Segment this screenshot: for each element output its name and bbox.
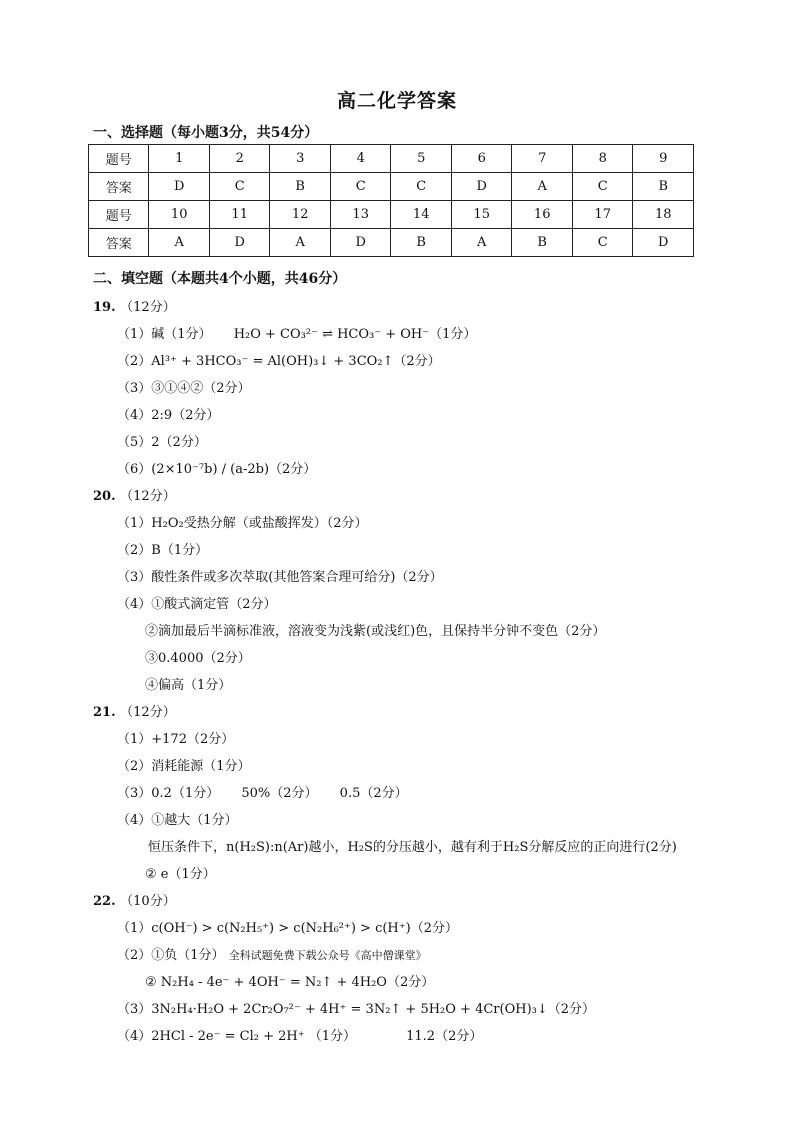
answer-text: 0.5（2分） — [339, 786, 408, 801]
table-cell: A — [270, 229, 331, 257]
answer-text: （4）2HCl - 2e⁻ = Cl₂ + 2H⁺ （1分） — [117, 1029, 356, 1044]
answer-text: 50%（2分） — [241, 786, 318, 801]
table-cell: D — [330, 229, 391, 257]
answer-line: （1）c(OH⁻) > c(N₂H₅⁺) > c(N₂H₆²⁺) > c(H⁺)（2分） — [117, 921, 458, 936]
table-cell: 15 — [451, 201, 512, 229]
question-number: 20. — [93, 489, 116, 504]
watermark-text: 全科试题免费下载公众号《高中僧课堂》 — [228, 949, 427, 962]
table-cell: 1 — [149, 145, 210, 173]
answer-line: ② e（1分） — [145, 867, 216, 882]
answer-line — [117, 944, 427, 963]
table-cell: 17 — [572, 201, 633, 229]
table-cell: 6 — [451, 145, 512, 173]
answer-line — [117, 323, 476, 342]
table-cell: C — [209, 173, 270, 201]
question-21-header — [93, 701, 176, 720]
answer-line — [117, 1025, 482, 1044]
table-cell: 8 — [572, 145, 633, 173]
table-cell: A — [512, 173, 573, 201]
question-number: 21. — [93, 705, 116, 720]
answer-text: （1）碱（1分） — [117, 327, 212, 342]
section-heading-fill: 二、填空题（本题共4个小题，共46分） — [93, 271, 347, 287]
answer-line: （3）酸性条件或多次萃取(其他答案合理可给分)（2分） — [117, 570, 443, 585]
table-cell: 11 — [209, 201, 270, 229]
table-cell: C — [330, 173, 391, 201]
answer-line: （2）B（1分） — [117, 543, 209, 558]
question-number: 22. — [93, 894, 116, 909]
table-cell: C — [391, 173, 452, 201]
table-cell: 9 — [633, 145, 694, 173]
table-cell: 16 — [512, 201, 573, 229]
table-cell: 12 — [270, 201, 331, 229]
table-row-header: 题号 — [89, 201, 149, 229]
table-row — [89, 229, 694, 257]
table-cell: B — [512, 229, 573, 257]
answer-line: （4）①越大（1分） — [117, 813, 238, 828]
table-cell: 7 — [512, 145, 573, 173]
answer-line: （2）消耗能源（1分） — [117, 759, 251, 774]
table-cell: D — [633, 229, 694, 257]
answer-line: （4）2:9（2分） — [117, 408, 220, 423]
question-20-header — [93, 485, 176, 504]
answer-line: ②滴加最后半滴标准液，溶液变为浅紫(或浅红)色，且保持半分钟不变色（2分） — [145, 624, 606, 639]
question-22-header — [93, 890, 176, 909]
question-points: （10分） — [120, 894, 176, 909]
table-row-header: 答案 — [89, 229, 149, 257]
table-cell: B — [391, 229, 452, 257]
table-cell: D — [149, 173, 210, 201]
question-points: （12分） — [120, 300, 176, 315]
table-cell: A — [451, 229, 512, 257]
answer-line: （2）Al³⁺ + 3HCO₃⁻ = Al(OH)₃↓ + 3CO₂↑（2分） — [117, 354, 441, 369]
table-cell: D — [451, 173, 512, 201]
page-title: 高二化学答案 — [336, 90, 457, 112]
table-cell: 14 — [391, 201, 452, 229]
answer-line: （1）+172（2分） — [117, 732, 235, 747]
answer-table — [88, 144, 694, 257]
table-row — [89, 201, 694, 229]
answer-line — [117, 782, 408, 801]
section-heading-choice: 一、选择题（每小题3分，共54分） — [93, 125, 319, 141]
table-cell: D — [209, 229, 270, 257]
answer-line: 恒压条件下，n(H₂S):n(Ar)越小，H₂S的分压越小，越有利于H₂S分解反应的正向进行(2分) — [148, 840, 677, 855]
table-cell: 10 — [149, 201, 210, 229]
answer-text: （3）0.2（1分） — [117, 786, 220, 801]
question-number: 19. — [93, 300, 116, 315]
answer-line: ④偏高（1分） — [145, 678, 232, 693]
table-cell: C — [572, 173, 633, 201]
table-cell: A — [149, 229, 210, 257]
question-points: （12分） — [120, 489, 176, 504]
answer-line: （5）2（2分） — [117, 435, 207, 450]
table-cell: C — [572, 229, 633, 257]
table-row-header: 题号 — [89, 145, 149, 173]
answer-text: （2）①负（1分） — [117, 948, 225, 963]
table-cell: B — [633, 173, 694, 201]
table-cell: 18 — [633, 201, 694, 229]
table-cell: B — [270, 173, 331, 201]
answer-line: （1）H₂O₂受热分解（或盐酸挥发）（2分） — [117, 516, 368, 531]
question-points: （12分） — [120, 705, 176, 720]
table-row — [89, 173, 694, 201]
question-19-header — [93, 296, 176, 315]
answer-text: 11.2（2分） — [406, 1029, 483, 1044]
answer-line: （6）(2×10⁻⁷b) / (a-2b)（2分） — [117, 462, 317, 477]
table-cell: 4 — [330, 145, 391, 173]
answer-line: （3）3N₂H₄·H₂O + 2Cr₂O₇²⁻ + 4H⁺ = 3N₂↑ + 5H₂O + 4Cr(OH)₃↓（2分） — [117, 1002, 596, 1017]
table-row-header: 答案 — [89, 173, 149, 201]
table-cell: 5 — [391, 145, 452, 173]
answer-line: （3）③①④②（2分） — [117, 381, 251, 396]
answer-line: ③0.4000（2分） — [145, 651, 251, 666]
equation-text: H₂O + CO₃²⁻ ⇌ HCO₃⁻ + OH⁻（1分） — [233, 327, 477, 342]
table-cell: 2 — [209, 145, 270, 173]
answer-line: （4）①酸式滴定管（2分） — [117, 597, 277, 612]
table-cell: 13 — [330, 201, 391, 229]
table-cell: 3 — [270, 145, 331, 173]
table-row — [89, 145, 694, 173]
answer-line: ② N₂H₄ - 4e⁻ + 4OH⁻ = N₂↑ + 4H₂O（2分） — [145, 975, 435, 990]
